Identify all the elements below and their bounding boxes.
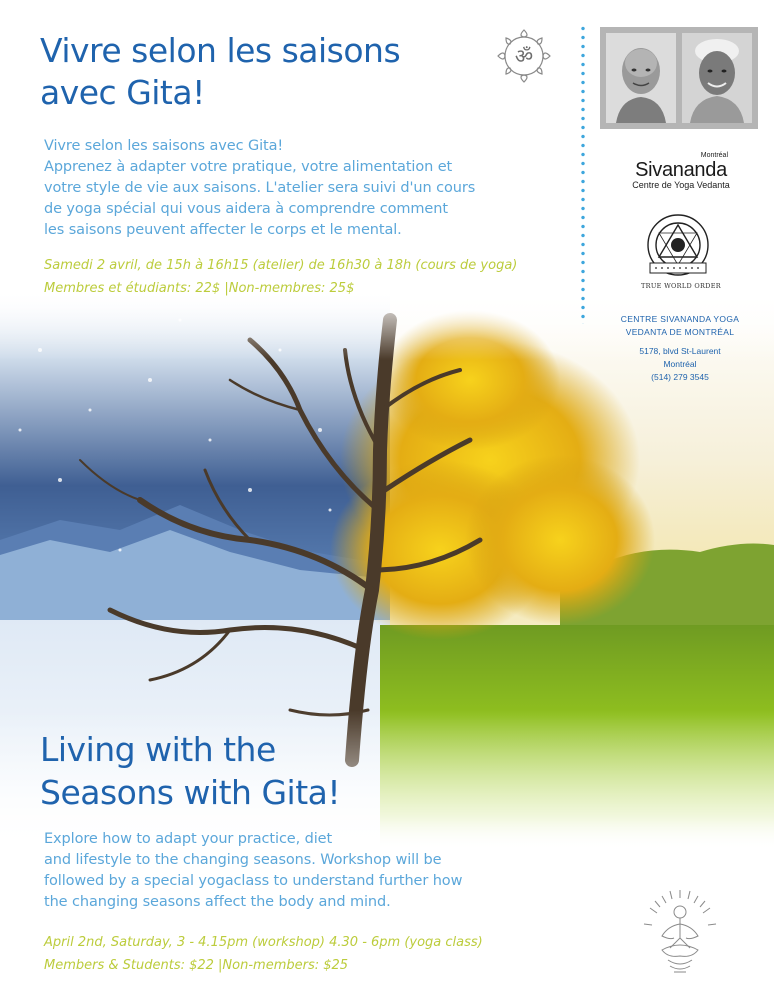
center-address	[600, 345, 760, 384]
logo-city: Montréal	[700, 152, 728, 159]
address-city: Montréal	[663, 359, 697, 369]
logo-subtitle: Centre de Yoga Vedanta	[632, 180, 730, 190]
french-schedule: Samedi 2 avril, de 15h à 16h15 (atelier) de 16h30 à 18h (cours de yoga)	[44, 258, 518, 273]
svg-text:ॐ: ॐ	[514, 44, 534, 68]
english-schedule: April 2nd, Saturday, 3 - 4.15pm (workshop) 4.30 - 6pm (yoga class)	[44, 935, 483, 950]
phone-number: (514) 279 3545	[651, 372, 709, 382]
emblem-caption: TRUE WORLD ORDER	[641, 282, 721, 290]
english-title: Living with the Seasons with Gita!	[40, 730, 341, 812]
french-description: Vivre selon les saisons avec Gita! Apprenez à adapter votre pratique, votre alimentation et votre style de vie aux saisons. L'atelier sera suivi d'un cours de yoga spécial qui vous aidera à comprendre comment les saisons peuvent affecter le corps et le mental.	[44, 138, 476, 238]
portrait-photo-right	[682, 33, 752, 123]
french-prices: Membres et étudiants: 22$ |Non-membres: 25$	[44, 281, 355, 296]
english-description: Explore how to adapt your practice, diet and lifestyle to the changing seasons. Workshop will be followed by a special yogaclass to understand further how the changing seasons affect the body and mind.	[44, 831, 463, 910]
french-title: Vivre selon les saisons avec Gita!	[40, 31, 401, 112]
center-name: CENTRE SIVANANDA YOGA VEDANTA DE MONTRÉAL	[620, 314, 740, 337]
logo-name: Sivananda	[635, 159, 727, 181]
dotted-separator	[581, 24, 585, 324]
true-world-order-emblem	[636, 205, 720, 289]
portrait-photo-left	[606, 33, 676, 123]
om-symbol-icon	[494, 26, 554, 86]
english-prices: Members & Students: $22 |Non-members: $25	[44, 958, 349, 973]
sivananda-logo	[606, 152, 756, 191]
meditating-figure-icon	[640, 888, 720, 978]
address-street: 5178, blvd St-Laurent	[639, 346, 721, 356]
portrait-photos	[600, 27, 758, 129]
